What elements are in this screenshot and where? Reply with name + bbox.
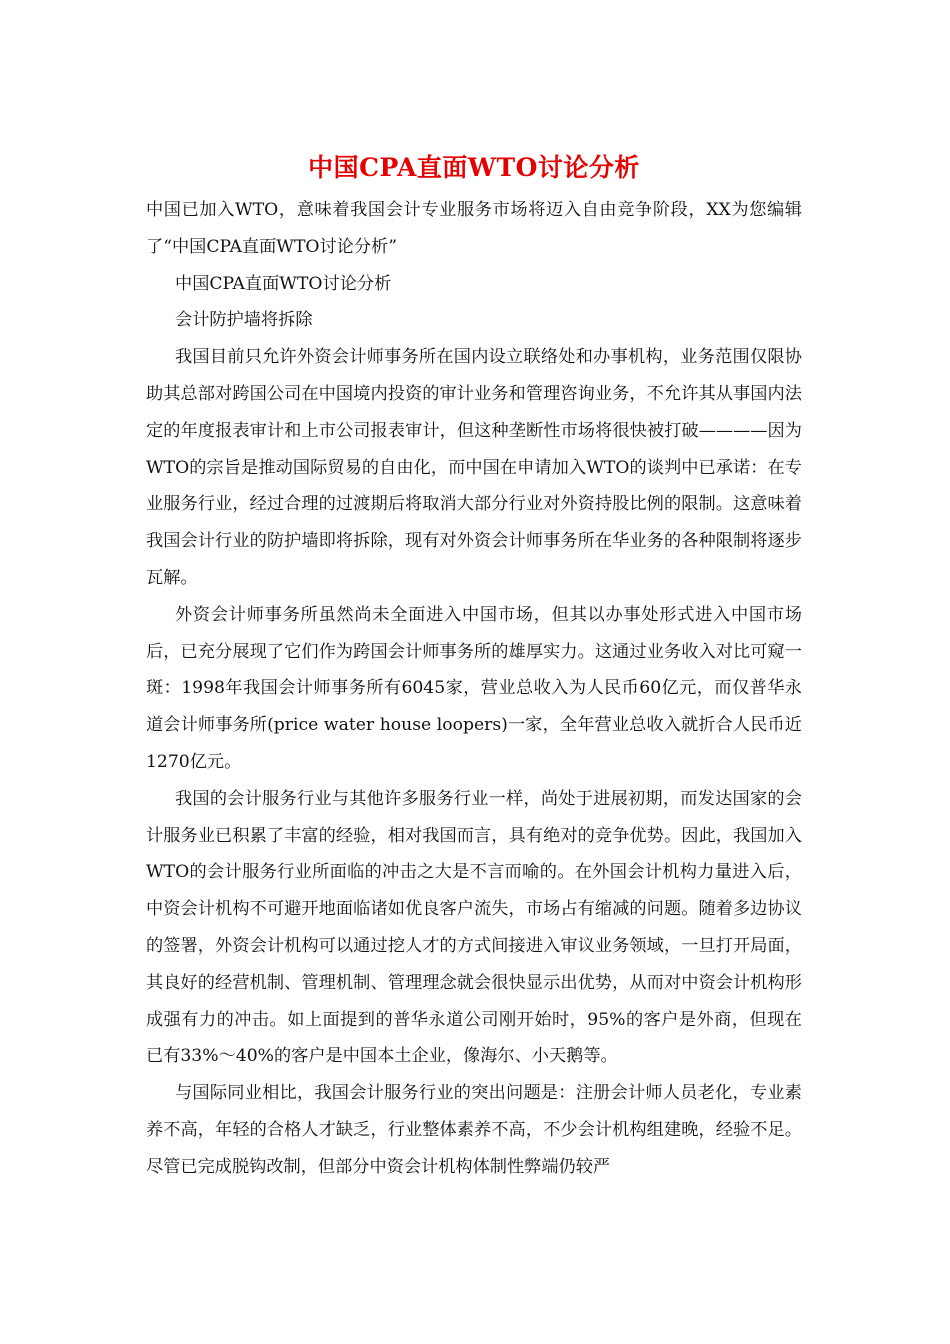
paragraph-intro: 中国已加入WTO，意味着我国会计专业服务市场将迈入自由竞争阶段，XX为您编辑了“中国CPA直面WTO讨论分析” [146,200,802,257]
paragraph-body: 我国目前只允许外资会计师事务所在国内设立联络处和办事机构，业务范围仅限协助其总部对跨国公司在中国境内投资的审计业务和管理咨询业务，不允许其从事国内法定的年度报表审计和上市公司报表审计，但这种垄断性市场将很快被打破————因为WTO的宗旨是推动国际贸易的自由化，而中国在申请加入WTO的谈判中已承诺：在专业服务行业，经过合理的过渡期后将取消大部分行业对外资持股比例的限制。这意味着我国会计行业的防护墙即将拆除，现有对外资会计师事务所在华业务的各种限制将逐步瓦解。 [146,347,802,588]
document-body [146,192,802,1186]
document-page [146,148,802,1186]
paragraph-body: 与国际同业相比，我国会计服务行业的突出问题是：注册会计师人员老化，专业素养不高，年轻的合格人才缺乏，行业整体素养不高，不少会计机构组建晚，经验不足。尽管已完成脱钩改制，但部分中资会计机构体制性弊端仍较严 [146,1083,802,1177]
paragraph-subtitle: 中国CPA直面WTO讨论分析 [175,273,392,294]
paragraph-body: 我国的会计服务行业与其他许多服务行业一样，尚处于进展初期，而发达国家的会计服务业已积累了丰富的经验，相对我国而言，具有绝对的竞争优势。因此，我国加入WTO的会计服务行业所面临的冲击之大是不言而喻的。在外国会计机构力量进入后，中资会计机构不可避开地面临诸如优良客户流失，市场占有缩减的问题。随着多边协议的签署，外资会计机构可以通过挖人才的方式间接进入审议业务领域，一旦打开局面，其良好的经营机制、管理机制、管理理念就会很快显示出优势，从而对中资会计机构形成强有力的冲击。如上面提到的普华永道公司刚开始时，95%的客户是外商，但现在已有33%～40%的客户是中国本土企业，像海尔、小天鹅等。 [146,788,802,1067]
paragraph-section-heading: 会计防护墙将拆除 [175,310,313,331]
paragraph-body: 外资会计师事务所虽然尚未全面进入中国市场，但其以办事处形式进入中国市场后，已充分展现了它们作为跨国会计师事务所的雄厚实力。这通过业务收入对比可窥一斑：1998年我国会计师事务所有6045家，营业总收入为人民币60亿元，而仅普华永道会计师事务所(price water house loopers)一家，全年营业总收入就折合人民币近1270亿元。 [146,604,802,772]
document-title: 中国CPA直面WTO讨论分析 [308,153,640,182]
